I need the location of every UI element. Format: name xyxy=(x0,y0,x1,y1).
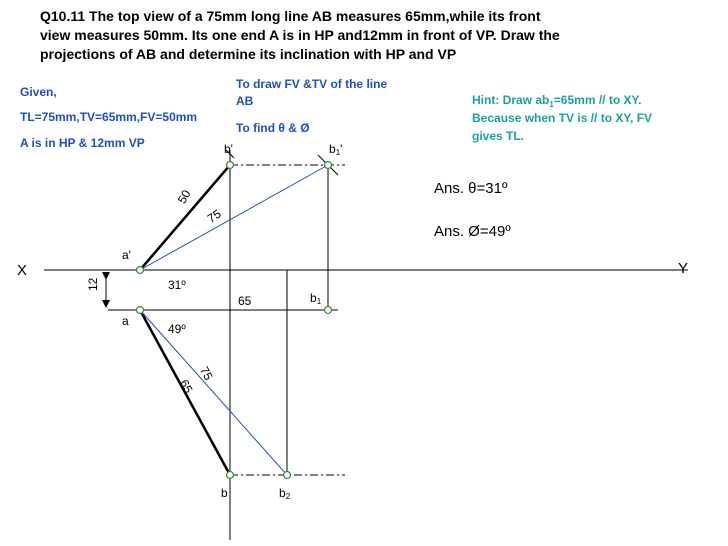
dim-50-fv: 50 xyxy=(174,187,194,206)
label-b2: b2 xyxy=(279,486,291,501)
given-line-1: TL=75mm,TV=65mm,FV=50mm xyxy=(20,110,198,124)
hint-line-1: Hint: Draw $ab_1=65mm$ // to XY. xyxy=(472,93,642,109)
point-b-dash xyxy=(227,162,234,169)
label-b-dash: b' xyxy=(224,142,233,156)
task-line-2: AB xyxy=(236,94,254,108)
dim-12-label: 12 xyxy=(86,277,100,291)
point-b1-dash xyxy=(325,162,332,169)
label-a: a xyxy=(122,314,129,328)
label-b: b xyxy=(221,486,228,500)
true-length-fv xyxy=(140,165,328,270)
task-line-1: To draw FV &TV of the line xyxy=(236,77,388,91)
point-b2 xyxy=(284,472,291,479)
label-x: X xyxy=(17,262,28,279)
label-a-dash: a' xyxy=(122,248,131,262)
angle-phi-label: 49º xyxy=(168,322,186,336)
dim-75-tv: 75 xyxy=(196,364,216,383)
given-heading: Given, xyxy=(20,85,57,99)
given-line-2: A is in HP & 12mm VP xyxy=(20,136,145,150)
answer-theta: Ans. θ=31º xyxy=(434,180,508,197)
point-a-dash xyxy=(137,267,144,274)
hint-line-3: gives TL. xyxy=(472,129,525,143)
label-y: Y xyxy=(678,260,689,277)
point-b1 xyxy=(325,307,332,314)
point-b xyxy=(227,472,234,479)
answer-phi: Ans. Ø=49º xyxy=(434,223,511,240)
question-line-1: Q10.11 The top view of a 75mm long line AB measures 65mm,while its front xyxy=(40,8,541,24)
dim-75-fv: 75 xyxy=(204,206,224,226)
angle-theta-label: 31º xyxy=(168,278,186,292)
task-line-3: To find θ & Ø xyxy=(236,121,310,135)
point-a xyxy=(137,307,144,314)
dim-65-horizontal: 65 xyxy=(238,294,252,308)
label-b1-dash: b1' xyxy=(329,142,343,157)
question-line-3: projections of AB and determine its inclination with HP and VP xyxy=(40,46,457,62)
hint-line-2: Because when TV is // to XY, FV xyxy=(472,111,653,125)
question-line-2: view measures 50mm. Its one end A is in HP and12mm in front of VP. Draw the xyxy=(40,27,560,43)
true-length-tv xyxy=(140,310,287,475)
label-b1: b1 xyxy=(310,291,322,306)
dim-65-tv: 65 xyxy=(176,377,196,396)
